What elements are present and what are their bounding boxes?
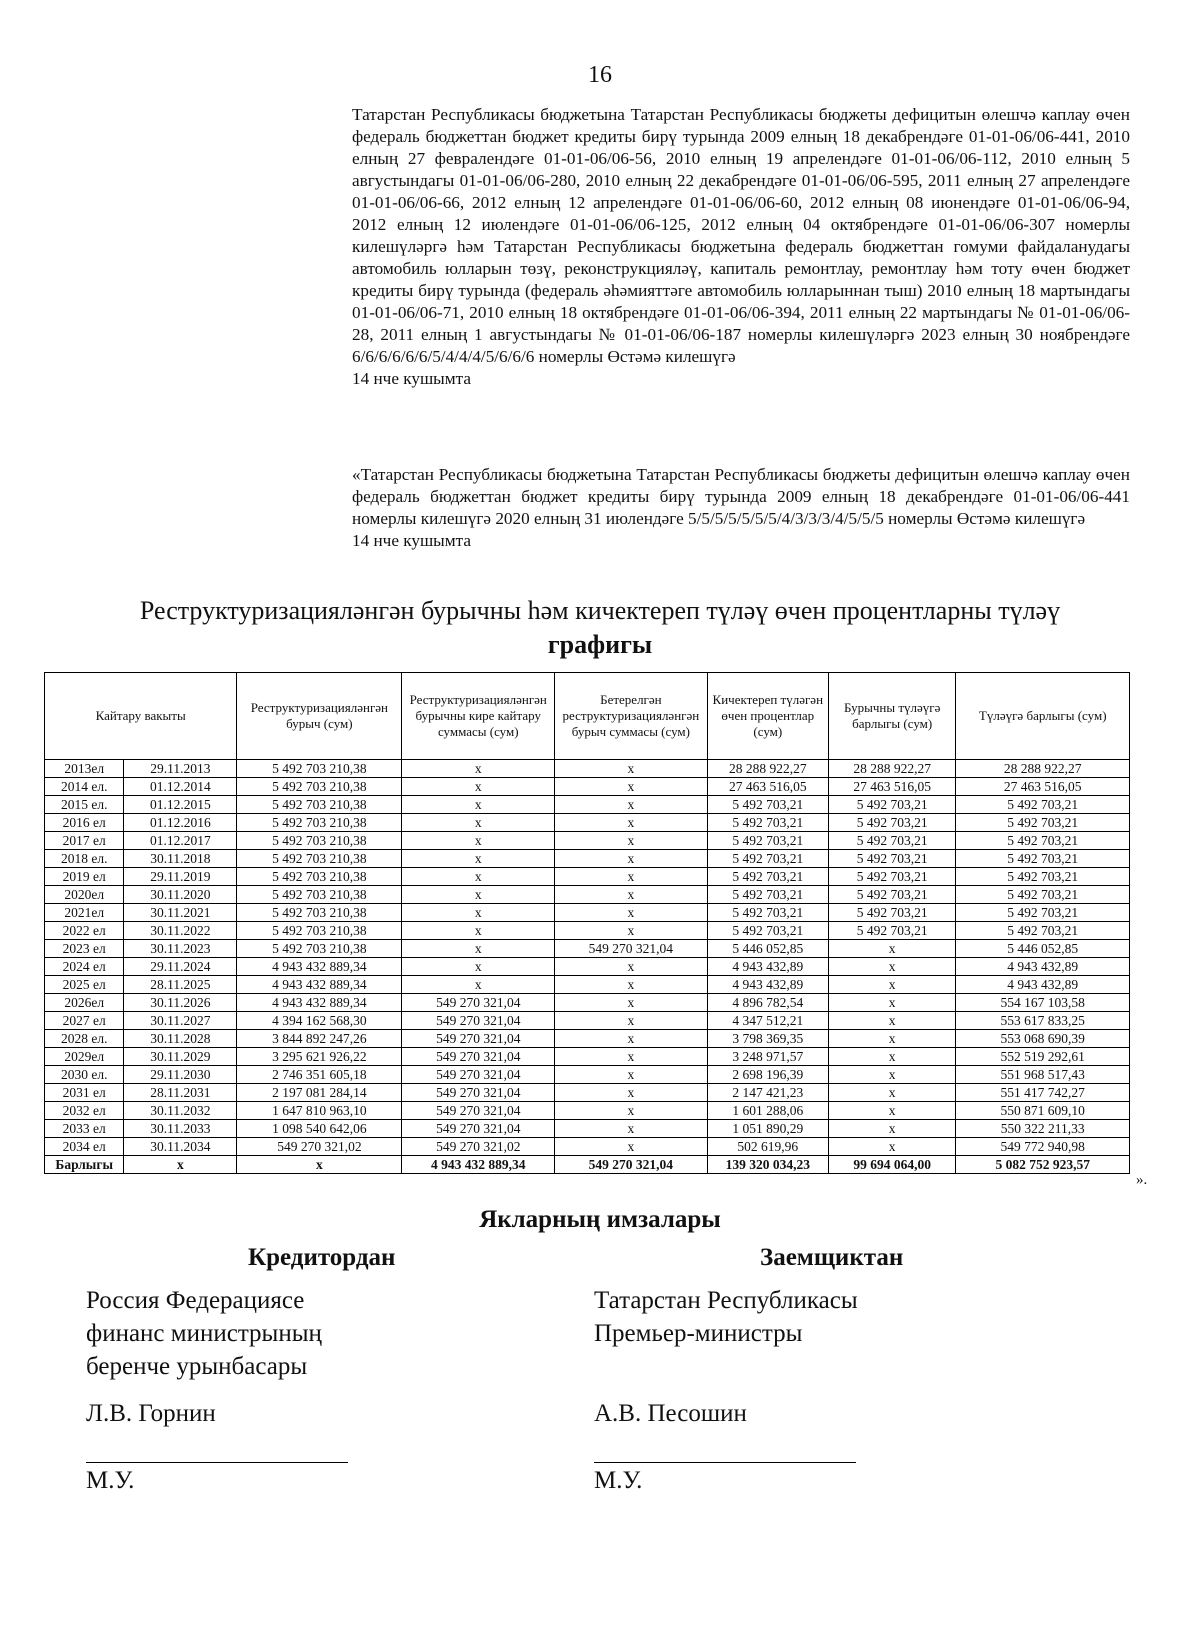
intro2-annex-note: 14 нче кушымта <box>352 531 471 550</box>
cell-deferral-interest: 2 147 421,23 <box>707 1084 828 1102</box>
cell-repayment-amount: 549 270 321,04 <box>402 1120 555 1138</box>
cell-deferral-interest: 27 463 516,05 <box>707 778 828 796</box>
cell-written-off-debt: x <box>555 1138 708 1156</box>
cell-payment-total: 5 492 703,21 <box>956 832 1130 850</box>
table-title <box>40 594 1160 662</box>
cell-payment-total: 5 492 703,21 <box>956 796 1130 814</box>
cell-debt-payment-total: 28 288 922,27 <box>828 760 956 778</box>
creditor-position <box>86 1284 322 1383</box>
cell-restructured-debt: 5 492 703 210,38 <box>237 922 402 940</box>
cell-debt-payment-total: x <box>828 1138 956 1156</box>
cell-repayment-amount: x <box>402 958 555 976</box>
cell-deferral-interest: 5 492 703,21 <box>707 850 828 868</box>
cell-year: 2022 ел <box>45 922 124 940</box>
cell-year: 2026ел <box>45 994 124 1012</box>
cell-payment-total: 27 463 516,05 <box>956 778 1130 796</box>
col-header-written-off-debt: Бетерелгән реструктуризацияләнгән бурыч суммасы (сум) <box>555 673 708 760</box>
cell-year: 2020ел <box>45 886 124 904</box>
col-header-repayment-amount: Реструктуризацияләнгән бурычны кире кайтару суммасы (сум) <box>402 673 555 760</box>
borrower-position-line2: Премьер-министры <box>594 1320 803 1347</box>
cell-year: 2034 ел <box>45 1138 124 1156</box>
cell-debt-payment-total: x <box>828 1030 956 1048</box>
cell-year: 2021ел <box>45 904 124 922</box>
cell-year: 2028 ел. <box>45 1030 124 1048</box>
cell-date: 30.11.2026 <box>124 994 237 1012</box>
cell-repayment-amount: 549 270 321,02 <box>402 1138 555 1156</box>
cell-year: 2033 ел <box>45 1120 124 1138</box>
cell-payment-total: 5 492 703,21 <box>956 904 1130 922</box>
table-row <box>45 1138 1130 1156</box>
cell-written-off-debt: x <box>555 994 708 1012</box>
total-cell-repayment-amount: 4 943 432 889,34 <box>402 1156 555 1174</box>
cell-deferral-interest: 5 492 703,21 <box>707 796 828 814</box>
table-row <box>45 1102 1130 1120</box>
cell-repayment-amount: 549 270 321,04 <box>402 1102 555 1120</box>
cell-written-off-debt: x <box>555 778 708 796</box>
table-row <box>45 832 1130 850</box>
table-row <box>45 886 1130 904</box>
cell-payment-total: 551 417 742,27 <box>956 1084 1130 1102</box>
intro2-text: «Татарстан Республикасы бюджетына Татарстан Республикасы бюджеты дефицитын өлешчә каплау өчен федераль бюджеттан бюджет кредиты бирү турында 2009 елның 18 декабрендәге 01-01-06/06-441 номерлы килешүгә 2020 елның 31 июлендәге 5/5/5/5/5/5/5/4/3/3/3/4/5/5/5 номерлы Өстәмә килешүгә <box>352 465 1130 528</box>
intro-block-2 <box>352 464 1130 552</box>
cell-year: 2027 ел <box>45 1012 124 1030</box>
creditor-position-line1: Россия Федерациясе <box>86 1287 305 1314</box>
cell-date: 30.11.2021 <box>124 904 237 922</box>
cell-payment-total: 554 167 103,58 <box>956 994 1130 1012</box>
cell-deferral-interest: 5 446 052,85 <box>707 940 828 958</box>
cell-written-off-debt: x <box>555 886 708 904</box>
cell-payment-total: 5 446 052,85 <box>956 940 1130 958</box>
cell-payment-total: 5 492 703,21 <box>956 868 1130 886</box>
creditor-heading: Кредитордан <box>248 1244 396 1271</box>
cell-restructured-debt: 5 492 703 210,38 <box>237 904 402 922</box>
cell-year: 2023 ел <box>45 940 124 958</box>
cell-written-off-debt: x <box>555 796 708 814</box>
cell-date: 30.11.2034 <box>124 1138 237 1156</box>
cell-repayment-amount: x <box>402 886 555 904</box>
total-cell-deferral-interest: 139 320 034,23 <box>707 1156 828 1174</box>
cell-restructured-debt: 4 943 432 889,34 <box>237 994 402 1012</box>
cell-debt-payment-total: x <box>828 1102 956 1120</box>
table-row <box>45 1012 1130 1030</box>
cell-debt-payment-total: 5 492 703,21 <box>828 814 956 832</box>
cell-date: 29.11.2019 <box>124 868 237 886</box>
cell-written-off-debt: x <box>555 814 708 832</box>
cell-repayment-amount: x <box>402 832 555 850</box>
table-row <box>45 922 1130 940</box>
cell-debt-payment-total: 27 463 516,05 <box>828 778 956 796</box>
cell-year: 2015 ел. <box>45 796 124 814</box>
cell-debt-payment-total: 5 492 703,21 <box>828 922 956 940</box>
cell-written-off-debt: x <box>555 976 708 994</box>
cell-deferral-interest: 3 798 369,35 <box>707 1030 828 1048</box>
cell-written-off-debt: x <box>555 1030 708 1048</box>
signatures-heading: Якларның имзалары <box>479 1206 721 1233</box>
cell-debt-payment-total: x <box>828 994 956 1012</box>
cell-restructured-debt: 5 492 703 210,38 <box>237 868 402 886</box>
cell-restructured-debt: 5 492 703 210,38 <box>237 760 402 778</box>
cell-year: 2032 ел <box>45 1102 124 1120</box>
cell-repayment-amount: x <box>402 814 555 832</box>
cell-restructured-debt: 5 492 703 210,38 <box>237 778 402 796</box>
cell-payment-total: 549 772 940,98 <box>956 1138 1130 1156</box>
cell-year: 2031 ел <box>45 1084 124 1102</box>
borrower-signature-line <box>594 1462 856 1463</box>
cell-year: 2014 ел. <box>45 778 124 796</box>
table-row <box>45 958 1130 976</box>
table-row <box>45 904 1130 922</box>
cell-payment-total: 550 322 211,33 <box>956 1120 1130 1138</box>
cell-repayment-amount: x <box>402 922 555 940</box>
cell-deferral-interest: 2 698 196,39 <box>707 1066 828 1084</box>
cell-year: 2029ел <box>45 1048 124 1066</box>
cell-date: 01.12.2014 <box>124 778 237 796</box>
cell-written-off-debt: x <box>555 958 708 976</box>
cell-restructured-debt: 3 295 621 926,22 <box>237 1048 402 1066</box>
borrower-seal-label: М.У. <box>594 1467 643 1494</box>
cell-date: 30.11.2028 <box>124 1030 237 1048</box>
cell-deferral-interest: 502 619,96 <box>707 1138 828 1156</box>
table-row <box>45 1048 1130 1066</box>
cell-restructured-debt: 4 394 162 568,30 <box>237 1012 402 1030</box>
cell-debt-payment-total: x <box>828 940 956 958</box>
creditor-seal-label: М.У. <box>86 1467 135 1494</box>
col-header-deferral-interest: Кичектереп түләгән өчен процентлар (сум) <box>707 673 828 760</box>
cell-repayment-amount: x <box>402 796 555 814</box>
cell-deferral-interest: 3 248 971,57 <box>707 1048 828 1066</box>
cell-restructured-debt: 5 492 703 210,38 <box>237 886 402 904</box>
cell-debt-payment-total: x <box>828 1066 956 1084</box>
cell-date: 01.12.2017 <box>124 832 237 850</box>
borrower-heading: Заемщиктан <box>760 1244 904 1271</box>
intro-block <box>352 104 1130 390</box>
cell-restructured-debt: 1 098 540 642,06 <box>237 1120 402 1138</box>
cell-restructured-debt: 549 270 321,02 <box>237 1138 402 1156</box>
cell-repayment-amount: x <box>402 850 555 868</box>
cell-payment-total: 5 492 703,21 <box>956 886 1130 904</box>
table-row <box>45 1084 1130 1102</box>
cell-deferral-interest: 5 492 703,21 <box>707 832 828 850</box>
cell-debt-payment-total: x <box>828 958 956 976</box>
cell-written-off-debt: x <box>555 1066 708 1084</box>
total-cell-written-off-debt: 549 270 321,04 <box>555 1156 708 1174</box>
cell-deferral-interest: 1 051 890,29 <box>707 1120 828 1138</box>
table-row <box>45 940 1130 958</box>
cell-repayment-amount: 549 270 321,04 <box>402 1084 555 1102</box>
cell-payment-total: 551 968 517,43 <box>956 1066 1130 1084</box>
cell-repayment-amount: 549 270 321,04 <box>402 1066 555 1084</box>
cell-payment-total: 28 288 922,27 <box>956 760 1130 778</box>
cell-debt-payment-total: 5 492 703,21 <box>828 886 956 904</box>
cell-restructured-debt: 5 492 703 210,38 <box>237 796 402 814</box>
cell-date: 30.11.2033 <box>124 1120 237 1138</box>
table-total-row <box>45 1156 1130 1174</box>
table-header-row <box>45 673 1130 760</box>
cell-repayment-amount: 549 270 321,04 <box>402 1048 555 1066</box>
col-header-return-date: Кайтару вакыты <box>45 673 237 760</box>
cell-restructured-debt: 5 492 703 210,38 <box>237 940 402 958</box>
col-header-debt-payment-total: Бурычны түләүгә барлыгы (сум) <box>828 673 956 760</box>
cell-restructured-debt: 5 492 703 210,38 <box>237 814 402 832</box>
cell-year: 2024 ел <box>45 958 124 976</box>
cell-written-off-debt: x <box>555 760 708 778</box>
cell-date: 30.11.2029 <box>124 1048 237 1066</box>
page-number: 16 <box>588 62 612 88</box>
cell-written-off-debt: x <box>555 1084 708 1102</box>
cell-debt-payment-total: x <box>828 976 956 994</box>
repayment-schedule-table <box>44 672 1130 1174</box>
cell-date: 29.11.2024 <box>124 958 237 976</box>
cell-date: 28.11.2031 <box>124 1084 237 1102</box>
cell-deferral-interest: 4 347 512,21 <box>707 1012 828 1030</box>
cell-year: 2017 ел <box>45 832 124 850</box>
cell-payment-total: 5 492 703,21 <box>956 814 1130 832</box>
cell-year: 2019 ел <box>45 868 124 886</box>
total-cell-debt-payment-total: 99 694 064,00 <box>828 1156 956 1174</box>
table-row <box>45 760 1130 778</box>
table-body <box>45 760 1130 1174</box>
cell-payment-total: 5 492 703,21 <box>956 922 1130 940</box>
cell-deferral-interest: 28 288 922,27 <box>707 760 828 778</box>
cell-deferral-interest: 5 492 703,21 <box>707 922 828 940</box>
cell-debt-payment-total: 5 492 703,21 <box>828 904 956 922</box>
cell-restructured-debt: 5 492 703 210,38 <box>237 850 402 868</box>
cell-repayment-amount: 549 270 321,04 <box>402 994 555 1012</box>
cell-payment-total: 553 617 833,25 <box>956 1012 1130 1030</box>
cell-date: 30.11.2032 <box>124 1102 237 1120</box>
cell-repayment-amount: x <box>402 976 555 994</box>
cell-restructured-debt: 1 647 810 963,10 <box>237 1102 402 1120</box>
cell-date: 29.11.2013 <box>124 760 237 778</box>
cell-payment-total: 552 519 292,61 <box>956 1048 1130 1066</box>
total-cell-restructured-debt: x <box>237 1156 402 1174</box>
cell-payment-total: 5 492 703,21 <box>956 850 1130 868</box>
cell-written-off-debt: x <box>555 1048 708 1066</box>
creditor-position-line3: беренче урынбасары <box>86 1353 308 1380</box>
table-title-line2: графигы <box>547 630 653 659</box>
cell-payment-total: 550 871 609,10 <box>956 1102 1130 1120</box>
cell-repayment-amount: x <box>402 760 555 778</box>
cell-written-off-debt: x <box>555 850 708 868</box>
table-row <box>45 796 1130 814</box>
cell-date: 30.11.2027 <box>124 1012 237 1030</box>
borrower-signatory-name: А.В. Песошин <box>594 1400 747 1427</box>
cell-repayment-amount: x <box>402 904 555 922</box>
table-title-line1: Реструктуризацияләнгән бурычны һәм кичектереп түләү өчен процентларны түләү <box>139 596 1061 625</box>
intro-annex-note: 14 нче кушымта <box>352 369 471 388</box>
cell-debt-payment-total: 5 492 703,21 <box>828 832 956 850</box>
table-row <box>45 778 1130 796</box>
cell-debt-payment-total: x <box>828 1120 956 1138</box>
cell-written-off-debt: x <box>555 1102 708 1120</box>
total-cell-date: x <box>124 1156 237 1174</box>
cell-date: 01.12.2016 <box>124 814 237 832</box>
cell-year: 2025 ел <box>45 976 124 994</box>
cell-date: 28.11.2025 <box>124 976 237 994</box>
cell-year: 2016 ел <box>45 814 124 832</box>
table-row <box>45 814 1130 832</box>
cell-written-off-debt: x <box>555 1012 708 1030</box>
cell-restructured-debt: 3 844 892 247,26 <box>237 1030 402 1048</box>
cell-debt-payment-total: 5 492 703,21 <box>828 796 956 814</box>
cell-debt-payment-total: x <box>828 1048 956 1066</box>
cell-repayment-amount: x <box>402 868 555 886</box>
cell-debt-payment-total: 5 492 703,21 <box>828 850 956 868</box>
cell-written-off-debt: x <box>555 904 708 922</box>
cell-payment-total: 553 068 690,39 <box>956 1030 1130 1048</box>
cell-deferral-interest: 5 492 703,21 <box>707 886 828 904</box>
cell-year: 2013ел <box>45 760 124 778</box>
cell-restructured-debt: 2 746 351 605,18 <box>237 1066 402 1084</box>
table-row <box>45 1120 1130 1138</box>
table-row <box>45 1066 1130 1084</box>
table-row <box>45 850 1130 868</box>
cell-deferral-interest: 4 896 782,54 <box>707 994 828 1012</box>
cell-date: 30.11.2023 <box>124 940 237 958</box>
cell-restructured-debt: 4 943 432 889,34 <box>237 976 402 994</box>
cell-restructured-debt: 4 943 432 889,34 <box>237 958 402 976</box>
cell-deferral-interest: 5 492 703,21 <box>707 868 828 886</box>
creditor-signatory-name: Л.В. Горнин <box>86 1400 216 1427</box>
cell-restructured-debt: 5 492 703 210,38 <box>237 832 402 850</box>
total-cell-payment-total: 5 082 752 923,57 <box>956 1156 1130 1174</box>
table-row <box>45 1030 1130 1048</box>
cell-deferral-interest: 5 492 703,21 <box>707 814 828 832</box>
col-header-payment-total: Түләүгә барлыгы (сум) <box>956 673 1130 760</box>
col-header-restructured-debt: Реструктуризацияләнгән бурыч (сум) <box>237 673 402 760</box>
cell-written-off-debt: x <box>555 832 708 850</box>
cell-payment-total: 4 943 432,89 <box>956 958 1130 976</box>
creditor-position-line2: финанс министрының <box>86 1320 322 1347</box>
total-cell-year: Барлыгы <box>45 1156 124 1174</box>
cell-repayment-amount: 549 270 321,04 <box>402 1030 555 1048</box>
cell-deferral-interest: 1 601 288,06 <box>707 1102 828 1120</box>
cell-payment-total: 4 943 432,89 <box>956 976 1130 994</box>
cell-written-off-debt: 549 270 321,04 <box>555 940 708 958</box>
cell-debt-payment-total: x <box>828 1012 956 1030</box>
cell-date: 30.11.2020 <box>124 886 237 904</box>
creditor-signature-line <box>86 1462 348 1463</box>
cell-debt-payment-total: 5 492 703,21 <box>828 868 956 886</box>
borrower-position <box>594 1284 858 1350</box>
cell-repayment-amount: 549 270 321,04 <box>402 1012 555 1030</box>
cell-year: 2030 ел. <box>45 1066 124 1084</box>
cell-written-off-debt: x <box>555 868 708 886</box>
borrower-position-line1: Татарстан Республикасы <box>594 1287 858 1314</box>
cell-written-off-debt: x <box>555 1120 708 1138</box>
intro-text: Татарстан Республикасы бюджетына Татарстан Республикасы бюджеты дефицитын өлешчә каплау өчен федераль бюджеттан бюджет кредиты бирү турында 2009 елның 18 декабрендәге 01-01-06/06-441, 2010 елның 27 февралендәге 01-01-06/06-56, 2010 елның 19 апрелендәге 01-01-06/06-112, 2010 елның 5 августындагы 01-01-06/06-280, 2010 елның 22 декабрендәге 01-01-06/06-595, 2011 елның 27 апрелендәге 01-01-06/06-66, 2012 елның 12 апрелендәге 01-01-06/06-60, 2012 елның 08 июнендәге 01-01-06/06-94, 2012 елның 12 июлендәге 01-01-06/06-125, 2012 елның 04 октябрендәге 01-01-06/06-307 номерлы килешүләргә һәм Татарстан Республикасы бюджетына федераль бюджеттан гомуми файдаланудагы автомобиль юлларын төзү, реконструкцияләү, капиталь ремонтлау, ремонтлау һәм тоту өчен бюджет кредиты бирү турында (федераль әһәмияттәге автомобиль юлларыннан тыш) 2010 елның 18 мартындагы 01-01-06/06-71, 2010 елның 18 октябрендәге 01-01-06/06-394, 2011 елның 22 мартындагы № 01-01-06/06-28, 2011 елның 1 августындагы № 01-01-06/06-187 номерлы килешүләргә 2023 елның 30 ноябрендәге 6/6/6/6/6/6/5/4/4/4/5/6/6/6 номерлы Өстәмә килешүгә <box>352 105 1130 366</box>
table-row <box>45 994 1130 1012</box>
cell-deferral-interest: 5 492 703,21 <box>707 904 828 922</box>
table-row <box>45 868 1130 886</box>
table-row <box>45 976 1130 994</box>
cell-date: 30.11.2022 <box>124 922 237 940</box>
cell-written-off-debt: x <box>555 922 708 940</box>
cell-deferral-interest: 4 943 432,89 <box>707 958 828 976</box>
cell-debt-payment-total: x <box>828 1084 956 1102</box>
cell-year: 2018 ел. <box>45 850 124 868</box>
cell-date: 29.11.2030 <box>124 1066 237 1084</box>
cell-date: 30.11.2018 <box>124 850 237 868</box>
closing-quote-mark: ». <box>1136 1172 1148 1188</box>
cell-repayment-amount: x <box>402 940 555 958</box>
cell-date: 01.12.2015 <box>124 796 237 814</box>
cell-restructured-debt: 2 197 081 284,14 <box>237 1084 402 1102</box>
cell-repayment-amount: x <box>402 778 555 796</box>
cell-deferral-interest: 4 943 432,89 <box>707 976 828 994</box>
